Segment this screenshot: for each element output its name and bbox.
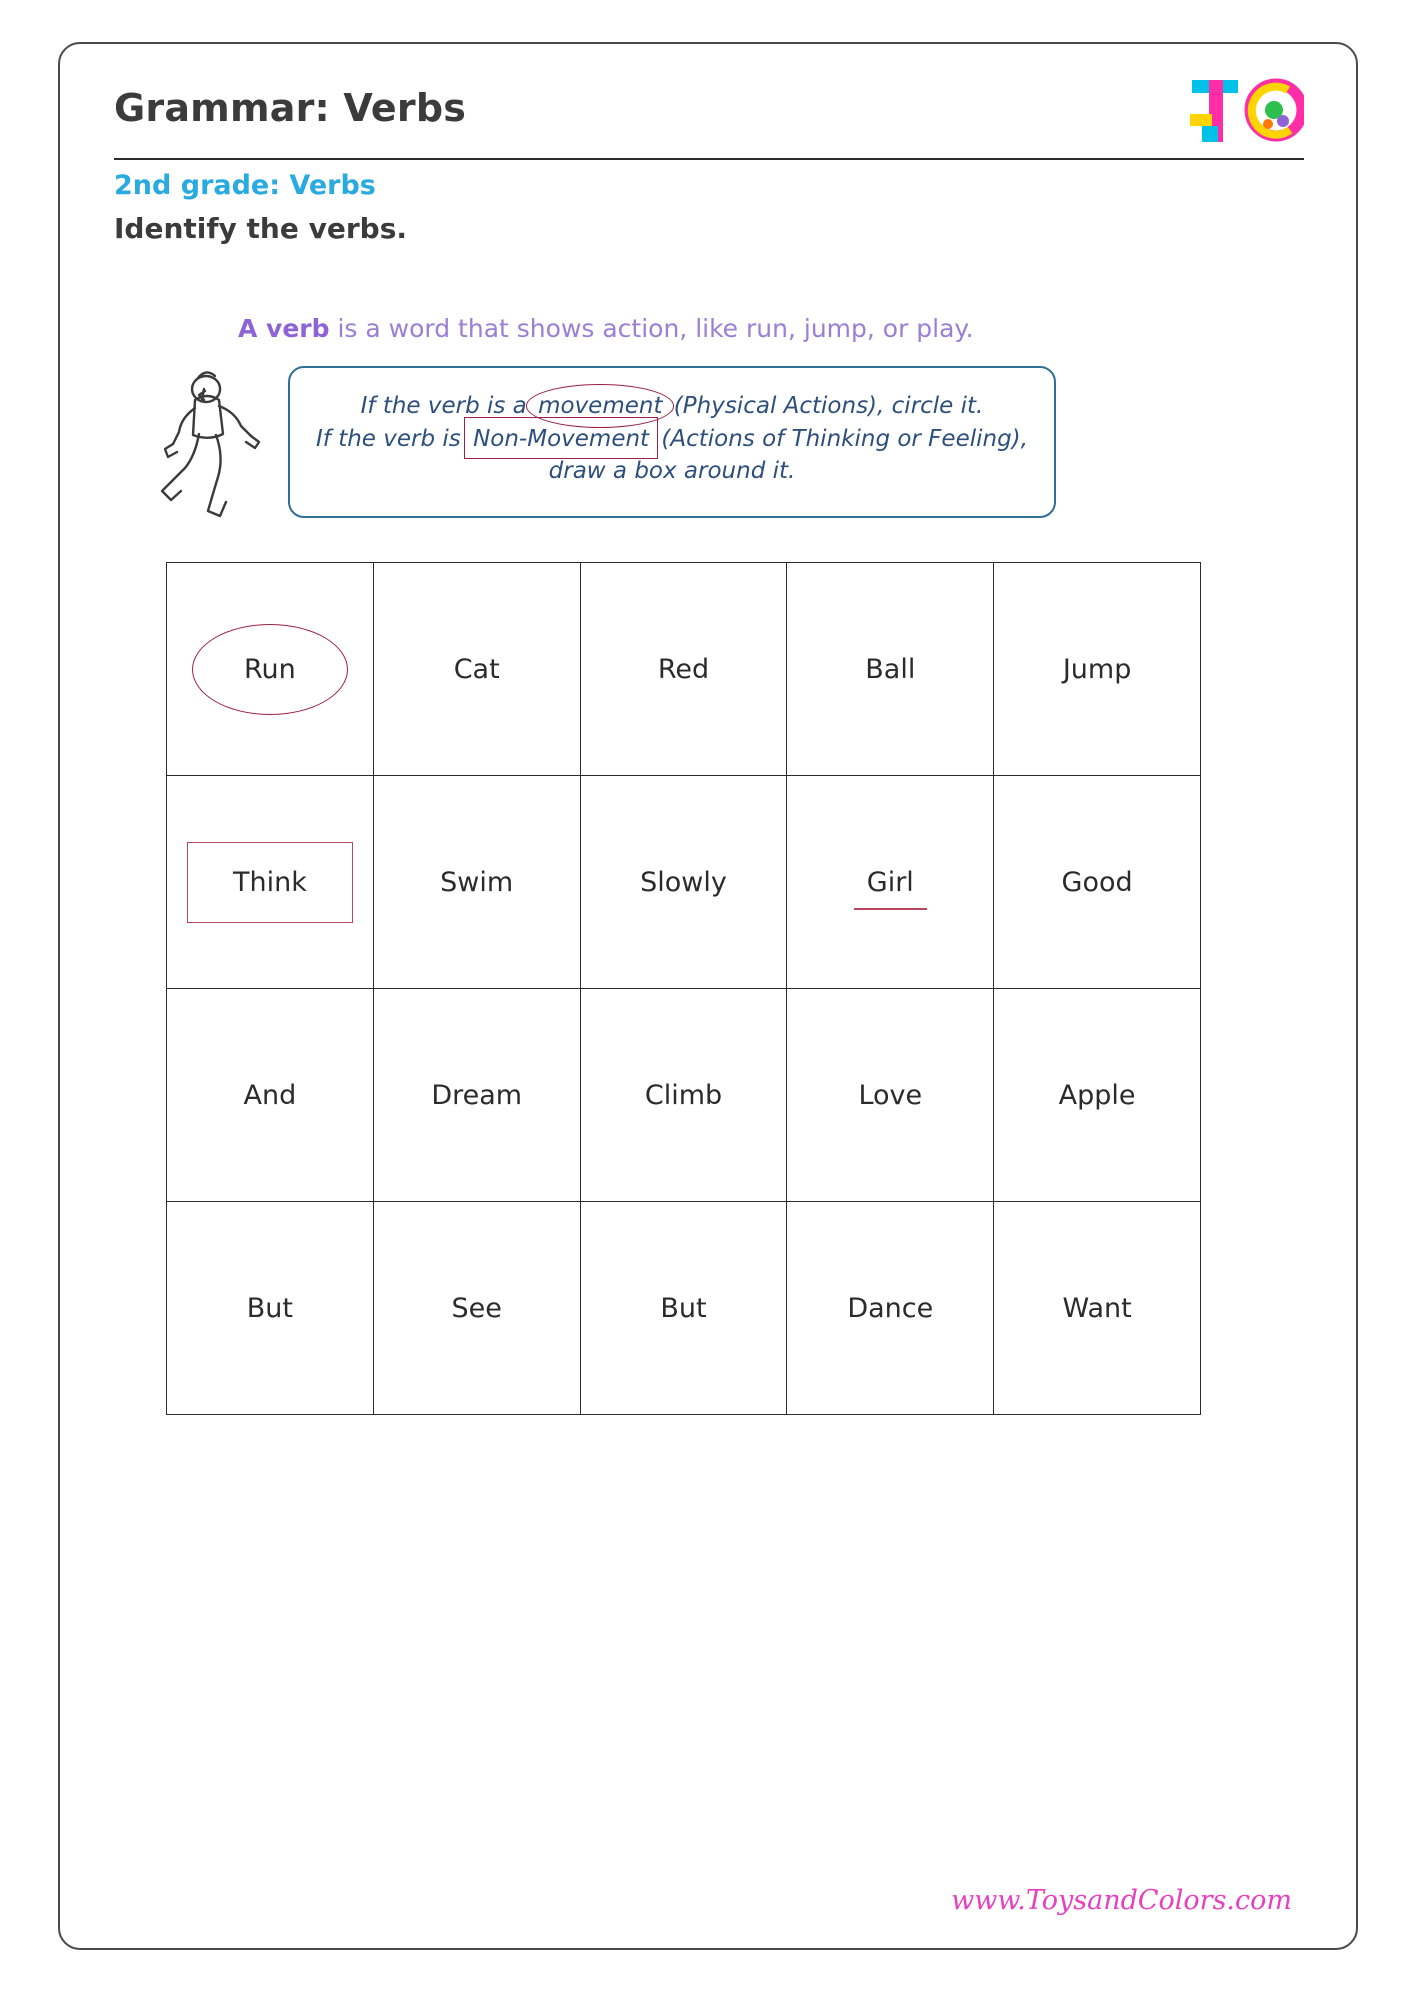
grid-word: Good xyxy=(1061,866,1133,898)
grid-word: Girl xyxy=(857,863,924,902)
table-row xyxy=(167,776,1201,989)
word-grid xyxy=(166,562,1201,1415)
grid-word: Dance xyxy=(847,1292,934,1324)
grid-cell[interactable] xyxy=(373,563,580,776)
grid-word: See xyxy=(451,1292,502,1324)
grid-cell[interactable] xyxy=(994,1202,1201,1415)
grid-word: Love xyxy=(858,1079,923,1111)
directions-box xyxy=(288,366,1056,518)
header-divider xyxy=(114,158,1304,160)
grid-cell[interactable] xyxy=(787,776,994,989)
grid-word: But xyxy=(660,1292,707,1324)
grid-cell[interactable] xyxy=(787,563,994,776)
grid-word: Slowly xyxy=(640,866,727,898)
grid-cell[interactable] xyxy=(167,776,374,989)
grid-cell[interactable] xyxy=(994,989,1201,1202)
verb-definition-bold: A verb xyxy=(238,314,330,343)
verb-definition xyxy=(238,314,974,343)
grid-word: Climb xyxy=(644,1079,723,1111)
grid-word: Ball xyxy=(865,653,916,685)
grid-word: Red xyxy=(657,653,710,685)
grid-cell[interactable] xyxy=(580,1202,787,1415)
grid-cell[interactable] xyxy=(580,563,787,776)
grid-word: But xyxy=(246,1292,294,1324)
grade-subtitle: 2nd grade: Verbs xyxy=(114,170,376,201)
grid-cell[interactable] xyxy=(787,989,994,1202)
grid-word: Cat xyxy=(453,653,500,685)
grid-cell[interactable] xyxy=(787,1202,994,1415)
table-row xyxy=(167,989,1201,1202)
worksheet-instruction: Identify the verbs. xyxy=(114,212,408,245)
table-row xyxy=(167,1202,1201,1415)
directions-line2-a: If the verb is xyxy=(316,425,469,452)
grid-cell[interactable] xyxy=(167,1202,374,1415)
directions-line-1 xyxy=(290,390,1054,423)
directions-line-3: draw a box around it. xyxy=(548,458,796,485)
worksheet-header xyxy=(88,72,1328,150)
directions-text xyxy=(290,390,1054,488)
running-person-icon xyxy=(146,362,276,542)
directions-line-2 xyxy=(290,423,1054,456)
toys-and-colors-logo-icon xyxy=(1184,74,1304,156)
grid-cell[interactable] xyxy=(373,776,580,989)
grid-cell[interactable] xyxy=(373,1202,580,1415)
grid-cell[interactable] xyxy=(994,563,1201,776)
worksheet-inner xyxy=(88,72,1328,1926)
page-title: Grammar: Verbs xyxy=(114,86,467,130)
grid-word: Apple xyxy=(1058,1079,1136,1111)
grid-word: Want xyxy=(1062,1292,1132,1324)
grid-word: Think xyxy=(223,863,317,902)
directions-line1-b: (Physical Actions), circle it. xyxy=(666,393,984,419)
grid-cell[interactable] xyxy=(994,776,1201,989)
worksheet-page xyxy=(58,42,1358,1950)
grid-cell[interactable] xyxy=(373,989,580,1202)
grid-word: And xyxy=(243,1079,297,1111)
website-footer: www.ToysandColors.com xyxy=(951,1885,1292,1916)
table-row xyxy=(167,563,1201,776)
directions-circled-word: movement xyxy=(534,390,666,423)
directions-line2-b: (Actions of Thinking or Feeling), xyxy=(654,425,1028,452)
grid-cell[interactable] xyxy=(167,563,374,776)
grid-cell[interactable] xyxy=(580,989,787,1202)
directions-line1-a: If the verb is a xyxy=(360,393,535,419)
grid-word: Jump xyxy=(1062,653,1132,685)
grid-word: Run xyxy=(234,650,306,689)
grid-cell[interactable] xyxy=(167,989,374,1202)
grid-word: Swim xyxy=(440,866,514,898)
grid-word: Dream xyxy=(431,1079,523,1111)
directions-boxed-word: Non-Movement xyxy=(468,423,654,456)
verb-definition-rest: is a word that shows action, like run, jump, or play. xyxy=(329,314,974,343)
grid-cell[interactable] xyxy=(580,776,787,989)
